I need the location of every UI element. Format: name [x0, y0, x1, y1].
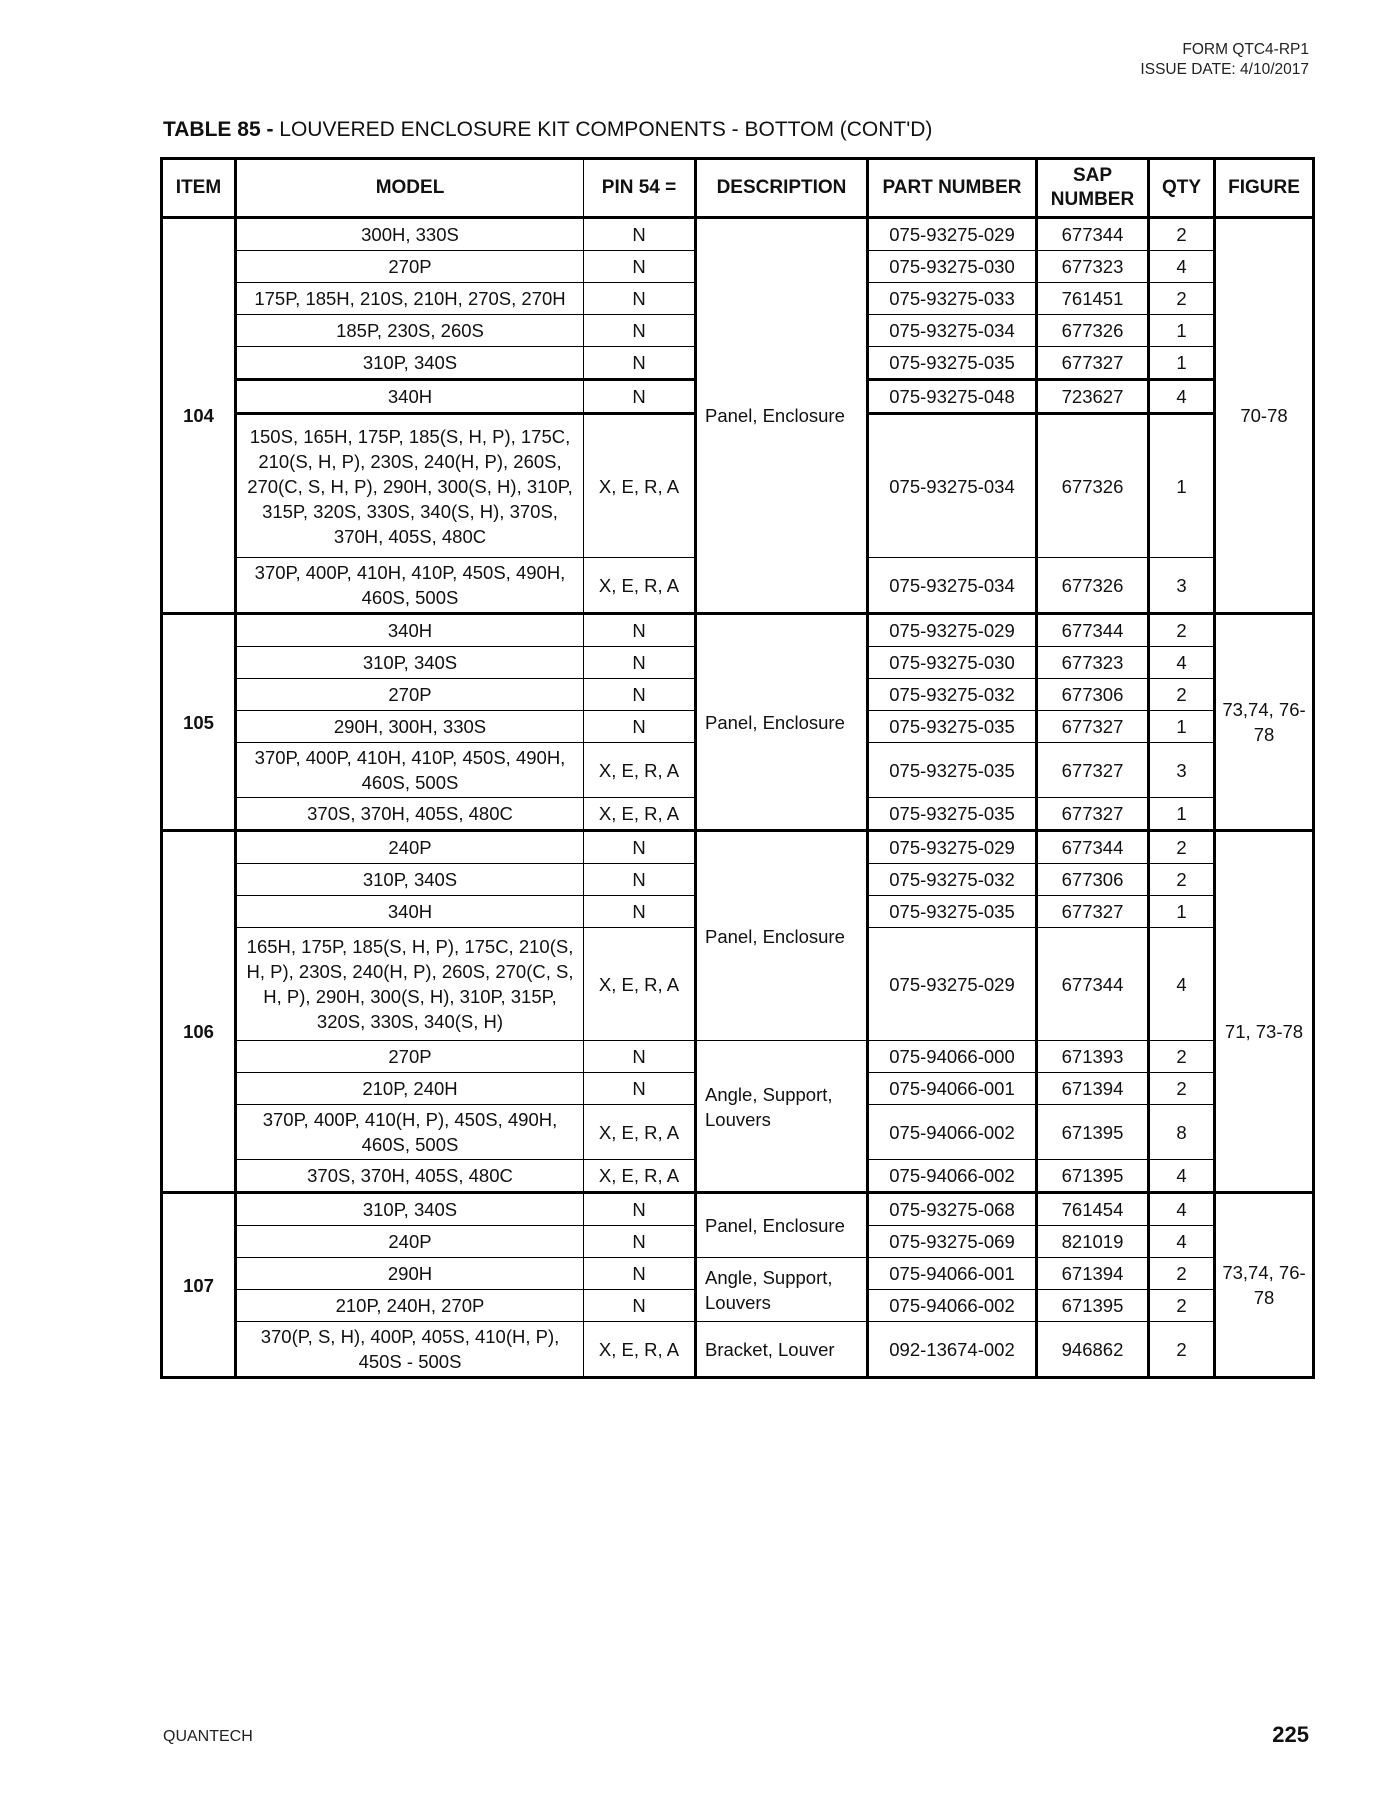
part-number-cell: 075-93275-035: [868, 743, 1037, 798]
model-cell: 290H, 300H, 330S: [236, 711, 584, 743]
page-number: 225: [1272, 1722, 1309, 1747]
qty-cell: 2: [1149, 614, 1215, 647]
part-number-cell: 075-94066-001: [868, 1073, 1037, 1105]
part-number-cell: 075-93275-033: [868, 283, 1037, 315]
part-number-cell: 075-94066-000: [868, 1041, 1037, 1073]
pin-cell: N: [584, 283, 696, 315]
qty-cell: 3: [1149, 558, 1215, 614]
pin-cell: N: [584, 347, 696, 380]
qty-cell: 8: [1149, 1105, 1215, 1160]
description-cell: Bracket, Louver: [696, 1322, 868, 1378]
model-cell: 340H: [236, 380, 584, 414]
pin-cell: N: [584, 218, 696, 251]
form-header: [1140, 40, 1309, 80]
part-number-cell: 075-93275-029: [868, 218, 1037, 251]
sap-number-cell: 677306: [1037, 864, 1149, 896]
model-cell: 310P, 340S: [236, 864, 584, 896]
figure-cell: 73,74, 76-78: [1215, 1193, 1314, 1378]
model-cell: 150S, 165H, 175P, 185(S, H, P), 175C, 210(S, H, P), 230S, 240(H, P), 260S, 270(C, S, H, P), 290H, 300(S, H), 310P, 315P, 320S, 330S, 340(S, H), 370S, 370H, 405S, 480C: [236, 414, 584, 558]
sap-number-cell: 677326: [1037, 558, 1149, 614]
sap-number-cell: 677344: [1037, 218, 1149, 251]
table-caption: LOUVERED ENCLOSURE KIT COMPONENTS - BOTTOM (CONT'D): [279, 118, 933, 141]
sap-number-cell: 761451: [1037, 283, 1149, 315]
qty-cell: 2: [1149, 1322, 1215, 1378]
col-sap-number: SAP NUMBER: [1037, 159, 1149, 218]
model-cell: 210P, 240H: [236, 1073, 584, 1105]
sap-number-cell: 677326: [1037, 315, 1149, 347]
part-number-cell: 075-94066-002: [868, 1290, 1037, 1322]
qty-cell: 2: [1149, 218, 1215, 251]
footer-brand: QUANTECH: [163, 1728, 253, 1745]
qty-cell: 2: [1149, 1041, 1215, 1073]
sap-number-cell: 677323: [1037, 647, 1149, 679]
pin-cell: N: [584, 896, 696, 928]
table-number: TABLE 85 -: [163, 118, 280, 141]
qty-cell: 2: [1149, 1290, 1215, 1322]
model-cell: 175P, 185H, 210S, 210H, 270S, 270H: [236, 283, 584, 315]
sap-number-cell: 671394: [1037, 1258, 1149, 1290]
part-number-cell: 075-94066-002: [868, 1160, 1037, 1193]
sap-number-cell: 677327: [1037, 798, 1149, 831]
pin-cell: N: [584, 614, 696, 647]
pin-cell: N: [584, 1258, 696, 1290]
sap-number-cell: 677306: [1037, 679, 1149, 711]
pin-cell: N: [584, 1193, 696, 1226]
item-number: 107: [162, 1193, 236, 1378]
description-cell: Panel, Enclosure: [696, 614, 868, 831]
sap-number-cell: 677326: [1037, 414, 1149, 558]
pin-cell: N: [584, 251, 696, 283]
pin-cell: N: [584, 647, 696, 679]
part-number-cell: 075-93275-068: [868, 1193, 1037, 1226]
col-part-number: PART NUMBER: [868, 159, 1037, 218]
sap-number-cell: 677344: [1037, 831, 1149, 864]
table-row: [162, 831, 1314, 864]
part-number-cell: 075-93275-069: [868, 1226, 1037, 1258]
qty-cell: 1: [1149, 711, 1215, 743]
description-cell: Panel, Enclosure: [696, 1193, 868, 1258]
table-row: [162, 614, 1314, 647]
qty-cell: 1: [1149, 798, 1215, 831]
pin-cell: X, E, R, A: [584, 743, 696, 798]
description-cell: Angle, Support, Louvers: [696, 1258, 868, 1322]
model-cell: 340H: [236, 896, 584, 928]
part-number-cell: 075-93275-030: [868, 647, 1037, 679]
sap-number-cell: 677327: [1037, 743, 1149, 798]
figure-cell: 70-78: [1215, 218, 1314, 614]
part-number-cell: 075-93275-035: [868, 347, 1037, 380]
sap-number-cell: 677327: [1037, 347, 1149, 380]
part-number-cell: 075-93275-034: [868, 315, 1037, 347]
part-number-cell: 075-93275-032: [868, 864, 1037, 896]
pin-cell: N: [584, 1290, 696, 1322]
sap-number-cell: 677323: [1037, 251, 1149, 283]
model-cell: 165H, 175P, 185(S, H, P), 175C, 210(S, H, P), 230S, 240(H, P), 260S, 270(C, S, H, P), 290H, 300(S, H), 310P, 315P, 320S, 330S, 340(S, H): [236, 928, 584, 1041]
qty-cell: 2: [1149, 864, 1215, 896]
pin-cell: X, E, R, A: [584, 414, 696, 558]
qty-cell: 4: [1149, 647, 1215, 679]
pin-cell: X, E, R, A: [584, 558, 696, 614]
pin-cell: N: [584, 1226, 696, 1258]
model-cell: 340H: [236, 614, 584, 647]
pin-cell: N: [584, 1041, 696, 1073]
pin-cell: X, E, R, A: [584, 928, 696, 1041]
model-cell: 370P, 400P, 410(H, P), 450S, 490H, 460S, 500S: [236, 1105, 584, 1160]
part-number-cell: 075-94066-002: [868, 1105, 1037, 1160]
sap-number-cell: 671394: [1037, 1073, 1149, 1105]
qty-cell: 2: [1149, 1258, 1215, 1290]
description-cell: Panel, Enclosure: [696, 218, 868, 614]
sap-number-cell: 671395: [1037, 1160, 1149, 1193]
part-number-cell: 075-93275-048: [868, 380, 1037, 414]
model-cell: 370P, 400P, 410H, 410P, 450S, 490H, 460S, 500S: [236, 743, 584, 798]
model-cell: 370P, 400P, 410H, 410P, 450S, 490H, 460S, 500S: [236, 558, 584, 614]
pin-cell: N: [584, 315, 696, 347]
col-figure: FIGURE: [1215, 159, 1314, 218]
sap-number-cell: 821019: [1037, 1226, 1149, 1258]
qty-cell: 2: [1149, 831, 1215, 864]
pin-cell: N: [584, 864, 696, 896]
table-row: [162, 218, 1314, 251]
part-number-cell: 075-94066-001: [868, 1258, 1037, 1290]
sap-number-cell: 677344: [1037, 928, 1149, 1041]
qty-cell: 1: [1149, 347, 1215, 380]
model-cell: 300H, 330S: [236, 218, 584, 251]
sap-number-cell: 677327: [1037, 711, 1149, 743]
qty-cell: 3: [1149, 743, 1215, 798]
pin-cell: N: [584, 831, 696, 864]
qty-cell: 4: [1149, 1193, 1215, 1226]
figure-cell: 73,74, 76-78: [1215, 614, 1314, 831]
part-number-cell: 075-93275-030: [868, 251, 1037, 283]
pin-cell: N: [584, 1073, 696, 1105]
qty-cell: 2: [1149, 283, 1215, 315]
sap-number-cell: 677327: [1037, 896, 1149, 928]
part-number-cell: 092-13674-002: [868, 1322, 1037, 1378]
qty-cell: 4: [1149, 1226, 1215, 1258]
qty-cell: 4: [1149, 1160, 1215, 1193]
pin-cell: X, E, R, A: [584, 798, 696, 831]
item-number: 106: [162, 831, 236, 1193]
issue-date: ISSUE DATE: 4/10/2017: [1140, 61, 1309, 78]
model-cell: 185P, 230S, 260S: [236, 315, 584, 347]
part-number-cell: 075-93275-034: [868, 558, 1037, 614]
col-qty: QTY: [1149, 159, 1215, 218]
part-number-cell: 075-93275-035: [868, 798, 1037, 831]
qty-cell: 2: [1149, 1073, 1215, 1105]
part-number-cell: 075-93275-034: [868, 414, 1037, 558]
qty-cell: 2: [1149, 679, 1215, 711]
part-number-cell: 075-93275-035: [868, 711, 1037, 743]
model-cell: 270P: [236, 1041, 584, 1073]
sap-number-cell: 761454: [1037, 1193, 1149, 1226]
part-number-cell: 075-93275-029: [868, 928, 1037, 1041]
sap-number-cell: 723627: [1037, 380, 1149, 414]
model-cell: 310P, 340S: [236, 347, 584, 380]
model-cell: 370S, 370H, 405S, 480C: [236, 1160, 584, 1193]
part-number-cell: 075-93275-029: [868, 831, 1037, 864]
col-model: MODEL: [236, 159, 584, 218]
table-row: [162, 1258, 1314, 1290]
qty-cell: 4: [1149, 928, 1215, 1041]
pin-cell: N: [584, 679, 696, 711]
pin-cell: X, E, R, A: [584, 1322, 696, 1378]
pin-cell: X, E, R, A: [584, 1105, 696, 1160]
part-number-cell: 075-93275-029: [868, 614, 1037, 647]
pin-cell: X, E, R, A: [584, 1160, 696, 1193]
table-row: [162, 1193, 1314, 1226]
model-cell: 270P: [236, 251, 584, 283]
table-row: [162, 1322, 1314, 1378]
item-number: 104: [162, 218, 236, 614]
table-title: [163, 118, 932, 142]
col-description: DESCRIPTION: [696, 159, 868, 218]
sap-number-cell: 677344: [1037, 614, 1149, 647]
model-cell: 290H: [236, 1258, 584, 1290]
sap-number-cell: 946862: [1037, 1322, 1149, 1378]
sap-number-cell: 671395: [1037, 1105, 1149, 1160]
form-number: FORM QTC4-RP1: [1182, 41, 1309, 58]
qty-cell: 4: [1149, 251, 1215, 283]
sap-number-cell: 671395: [1037, 1290, 1149, 1322]
model-cell: 240P: [236, 831, 584, 864]
part-number-cell: 075-93275-035: [868, 896, 1037, 928]
qty-cell: 1: [1149, 315, 1215, 347]
pin-cell: N: [584, 711, 696, 743]
col-pin: PIN 54 =: [584, 159, 696, 218]
part-number-cell: 075-93275-032: [868, 679, 1037, 711]
item-number: 105: [162, 614, 236, 831]
col-item: ITEM: [162, 159, 236, 218]
model-cell: 310P, 340S: [236, 647, 584, 679]
qty-cell: 1: [1149, 896, 1215, 928]
table-row: [162, 1041, 1314, 1073]
sap-number-cell: 671393: [1037, 1041, 1149, 1073]
figure-cell: 71, 73-78: [1215, 831, 1314, 1193]
model-cell: 370S, 370H, 405S, 480C: [236, 798, 584, 831]
model-cell: 270P: [236, 679, 584, 711]
model-cell: 240P: [236, 1226, 584, 1258]
pin-cell: N: [584, 380, 696, 414]
model-cell: 310P, 340S: [236, 1193, 584, 1226]
model-cell: 370(P, S, H), 400P, 405S, 410(H, P), 450S - 500S: [236, 1322, 584, 1378]
description-cell: Panel, Enclosure: [696, 831, 868, 1041]
model-cell: 210P, 240H, 270P: [236, 1290, 584, 1322]
header-row: [162, 159, 1314, 218]
qty-cell: 4: [1149, 380, 1215, 414]
qty-cell: 1: [1149, 414, 1215, 558]
description-cell: Angle, Support, Louvers: [696, 1041, 868, 1193]
parts-table: [160, 157, 1315, 1379]
